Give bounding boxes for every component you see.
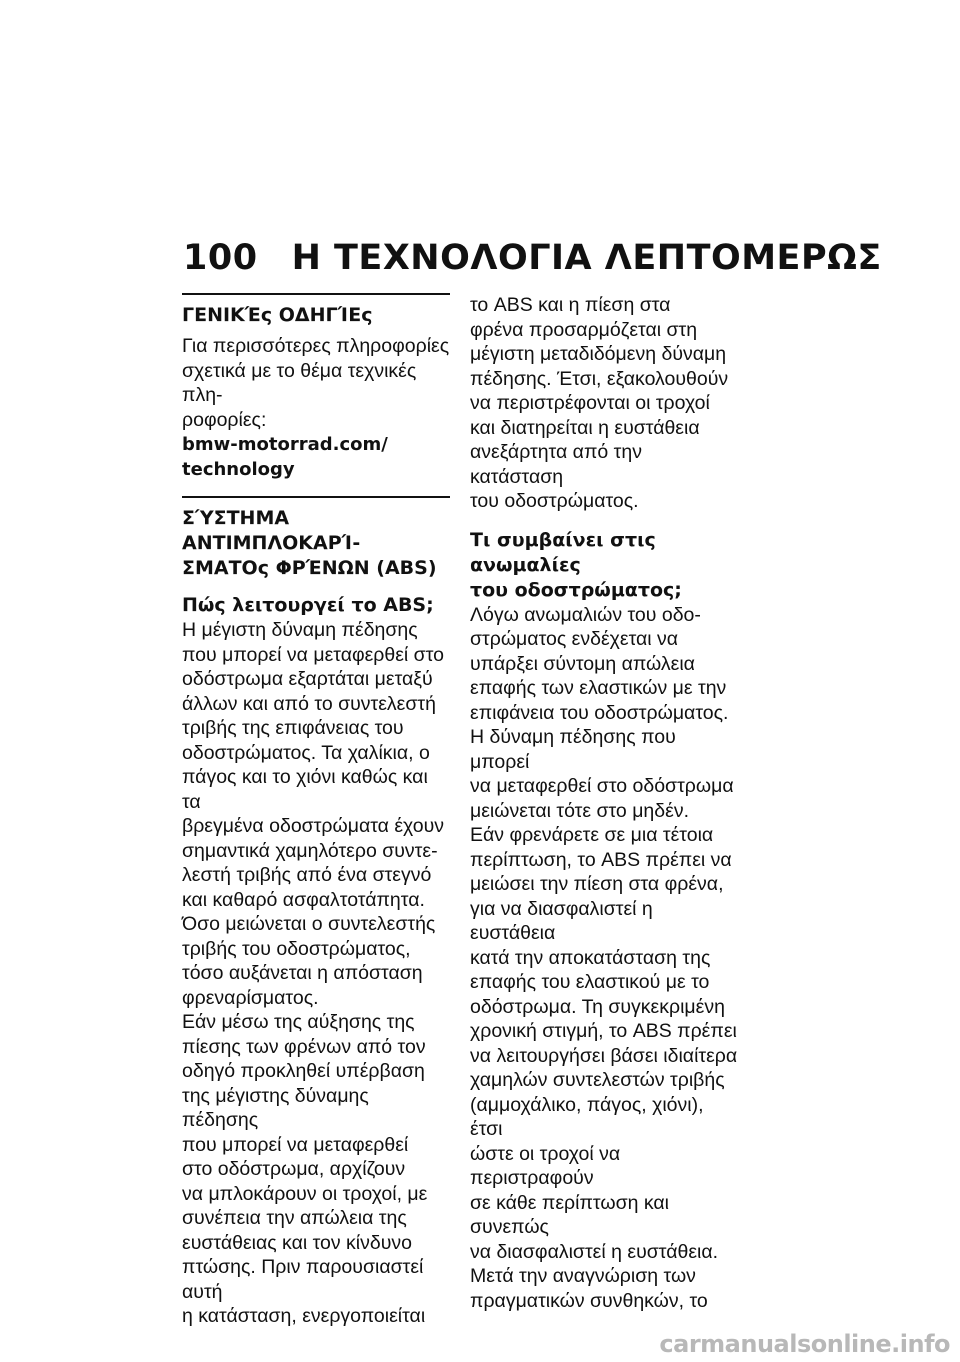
- text-line: του οδοστρώματος.: [470, 490, 639, 512]
- text-line: επαφής του ελαστικού με το: [470, 971, 710, 993]
- text-line: μειώσει την πίεση στα φρένα,: [470, 873, 724, 895]
- title-line: Τι συμβαίνει στις ανωμαλίες: [470, 528, 656, 576]
- text-line: να μεταφερθεί στο οδόστρωμα: [470, 775, 734, 797]
- text-line: (αμμοχάλικο, πάγος, χιόνι), έτσι: [470, 1093, 704, 1140]
- text-line: και διατηρείται η ευστάθεια: [470, 416, 700, 439]
- page-number: 100: [183, 238, 258, 278]
- text-line: οδόστρωμα. Τη συγκεκριμένη: [470, 995, 725, 1018]
- text-line: πίεσης των φρένων από τον: [182, 1035, 426, 1058]
- page-header: [183, 238, 882, 278]
- text-line: Εάν μέσω της αύξησης της: [182, 1011, 415, 1033]
- text-line: ώστε οι τροχοί να περιστραφούν: [470, 1142, 621, 1189]
- text-line: Εάν φρενάρετε σε μια τέτοια: [470, 824, 714, 846]
- text-line: να περιστρέφονται οι τροχοί: [470, 392, 710, 414]
- text-line: Η μέγιστη δύναμη πέδησης: [182, 619, 418, 641]
- left-column: [182, 293, 450, 1329]
- text-line: της μέγιστης δύναμης πέδησης: [182, 1084, 369, 1131]
- text-line: η κατάσταση, ενεργοποιείται: [182, 1305, 426, 1327]
- text-line: Όσο μειώνεται ο συντελεστής: [182, 913, 436, 935]
- right-column: [470, 293, 738, 1313]
- text-line: να διασφαλιστεί η ευστάθεια.: [470, 1240, 719, 1263]
- text-line: ανεξάρτητα από την κατάσταση: [470, 441, 642, 488]
- text-line: και καθαρό ασφαλτοτάπητα.: [182, 888, 425, 911]
- section-title-abs: [182, 496, 450, 581]
- text-line: να μπλοκάρουν οι τροχοί, με: [182, 1182, 428, 1205]
- text-line: τριβής της επιφάνειας του: [182, 717, 404, 739]
- text-line: Μετά την αναγνώριση των: [470, 1265, 696, 1287]
- subheading-how-abs-works: Πώς λειτουργεί το ABS;: [182, 594, 434, 616]
- text-line: να λειτουργήσει βάσει ιδιαίτερα: [470, 1044, 738, 1067]
- text-line: ευστάθειας και τον κίνδυνο: [182, 1231, 412, 1254]
- text-line: μέγιστη μεταδιδόμενη δύναμη: [470, 343, 727, 365]
- text-line: βρεγμένα οδοστρώματα έχουν: [182, 815, 445, 837]
- text-line: μειώνεται τότε στο μηδέν.: [470, 799, 689, 822]
- title-line: του οδοστρώματος;: [470, 578, 682, 601]
- text-line: Για περισσότερες πληροφορίες: [182, 335, 450, 357]
- text-line: συνέπεια την απώλεια της: [182, 1207, 407, 1229]
- text-line: που μπορεί να μεταφερθεί: [182, 1133, 409, 1156]
- text-line: πάγος και το χιόνι καθώς και τα: [182, 766, 428, 813]
- section-title-general-instructions: ΓΕΝΙΚΈς ΟΔΗΓΊΕς: [182, 293, 450, 328]
- general-instructions-text: [182, 334, 450, 482]
- title-line: ΣΎΣΤΗΜΑ ΑΝΤΙΜΠΛΟΚΑΡΊ-: [182, 507, 361, 554]
- text-line: που μπορεί να μεταφερθεί στο: [182, 643, 444, 666]
- abs-continued-text: [470, 293, 738, 514]
- text-line: Η δύναμη πέδησης που μπορεί: [470, 726, 676, 773]
- page-title: Η ΤΕΧΝΟΛΟΓΙΑ ΛΕΠΤΟΜΕΡΩΣ: [291, 238, 882, 278]
- text-line: οδοστρώματος. Τα χαλίκια, ο: [182, 741, 430, 764]
- text-line: χρονική στιγμή, το ABS πρέπει: [470, 1020, 737, 1042]
- text-line: ροφορίες:: [182, 408, 267, 431]
- website-link: bmw-motorrad.com/: [182, 434, 388, 455]
- text-line: Λόγω ανωμαλιών του οδο-: [470, 603, 701, 626]
- text-line: στο οδόστρωμα, αρχίζουν: [182, 1158, 406, 1180]
- text-line: επιφάνεια του οδοστρώματος.: [470, 701, 729, 724]
- watermark: carmanualsonline.info: [659, 1330, 950, 1358]
- website-link: technology: [182, 459, 295, 480]
- text-line: στρώματος ενδέχεται να: [470, 628, 679, 650]
- how-abs-works-text: [182, 618, 450, 1329]
- text-line: σχετικά με το θέμα τεχνικές πλη-: [182, 359, 417, 406]
- text-line: σε κάθε περίπτωση και συνεπώς: [470, 1191, 669, 1238]
- text-line: περίπτωση, το ABS πρέπει να: [470, 848, 732, 871]
- text-line: σημαντικά χαμηλότερο συντε-: [182, 839, 438, 862]
- road-irregularities-text: [470, 603, 738, 1314]
- text-line: φρένα προσαρμόζεται στη: [470, 318, 698, 341]
- text-line: οδόστρωμα εξαρτάται μεταξύ: [182, 668, 433, 690]
- text-line: φρεναρίσματος.: [182, 986, 319, 1009]
- text-line: χαμηλών συντελεστών τριβής: [470, 1069, 725, 1091]
- text-line: οδηγό προκληθεί υπέρβαση: [182, 1060, 425, 1082]
- subheading-road-irregularities: [470, 528, 738, 603]
- text-line: το ABS και η πίεση στα: [470, 294, 671, 316]
- text-line: πτώσης. Πριν παρουσιαστεί αυτή: [182, 1256, 424, 1303]
- text-line: υπάρξει σύντομη απώλεια: [470, 652, 695, 675]
- text-line: τριβής του οδοστρώματος,: [182, 937, 411, 960]
- text-line: επαφής των ελαστικών με την: [470, 677, 727, 699]
- text-line: πραγματικών συνθηκών, το: [470, 1289, 708, 1312]
- text-line: τόσο αυξάνεται η απόσταση: [182, 962, 423, 984]
- text-line: λεστή τριβής από ένα στεγνό: [182, 864, 432, 886]
- text-line: πέδησης. Έτσι, εξακολουθούν: [470, 367, 729, 390]
- text-line: για να διασφαλιστεί η ευστάθεια: [470, 897, 653, 944]
- title-line: ΣΜΑΤΟς ΦΡΈΝΩΝ (ABS): [182, 557, 437, 579]
- text-line: κατά την αποκατάσταση της: [470, 946, 711, 969]
- text-line: άλλων και από το συντελεστή: [182, 692, 436, 715]
